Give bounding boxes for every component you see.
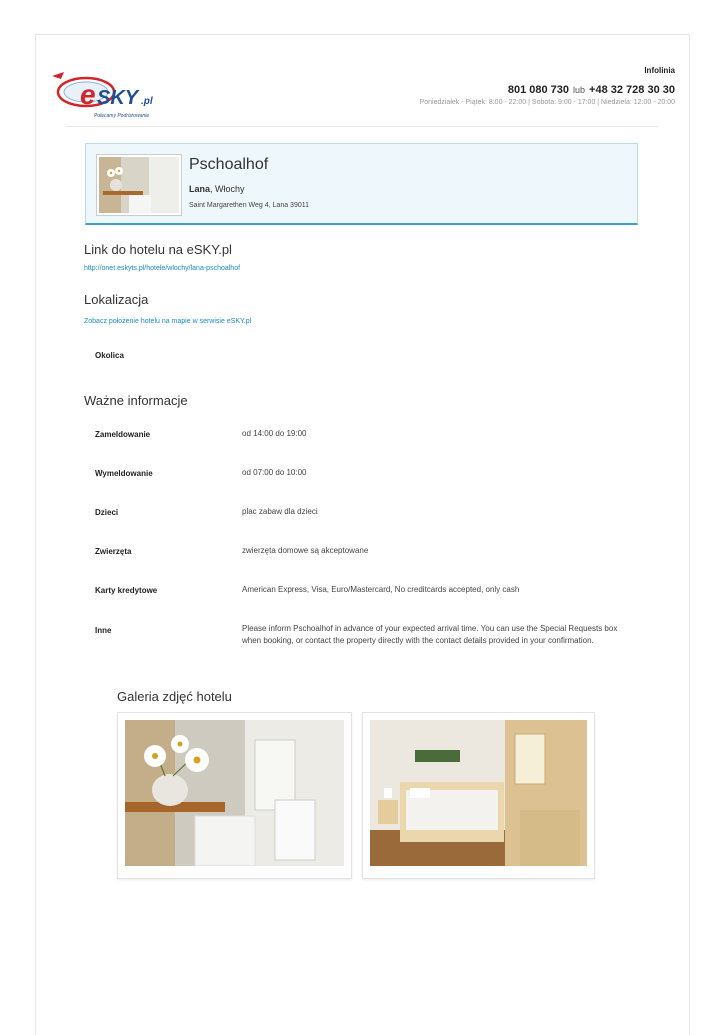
info-label-children: Dzieci [95,508,119,517]
info-label-other: Inne [95,626,112,635]
hotel-summary-box [85,143,638,225]
esky-logo[interactable] [44,36,164,126]
svg-text:Polecamy Podróżowanie: Polecamy Podróżowanie [94,113,150,119]
info-value-checkin: od 14:00 do 19:00 [242,429,307,438]
phone-secondary[interactable]: +48 32 728 30 30 [589,84,675,96]
info-value-cards: American Express, Visa, Euro/Mastercard, No creditcards accepted, only cash [242,585,520,594]
map-link[interactable]: Zobacz położenie hotelu na mapie w serwisie eSKY.pl [84,318,252,325]
link-section-title: Link do hotelu na eSKY.pl [84,242,232,257]
info-value-checkout: od 07:00 do 10:00 [242,468,307,477]
hotel-city: Lana [189,184,211,194]
opening-hours: Poniedziałek - Piątek: 8:00 - 22:00 | Sobota: 9:00 - 17:00 | Niedziela: 12:00 - 20:00 [419,99,675,106]
location-section-title: Lokalizacja [84,292,149,307]
gallery-photo-bedroom[interactable] [362,712,595,879]
svg-text:SKY: SKY [97,87,139,109]
hotel-address: Saint Margarethen Weg 4, Lana 39011 [189,202,309,209]
phone-primary[interactable]: 801 080 730 [507,84,570,96]
gallery-photo-bathroom[interactable] [117,712,352,879]
hotel-country: , Włochy [210,184,245,194]
svg-text:e: e [80,79,96,110]
phone-separator: lub [573,85,586,95]
svg-text:.pl: .pl [141,96,153,107]
info-label-checkout: Wymeldowanie [95,469,153,478]
gallery-section-title: Galeria zdjęć hotelu [117,689,232,704]
hotel-location [189,184,245,194]
info-label-pets: Zwierzęta [95,547,132,556]
hotel-thumbnail[interactable] [96,154,182,216]
phone-numbers [508,84,675,96]
okolica-label: Okolica [95,351,124,360]
info-section-title: Ważne informacje [84,393,188,408]
info-label-checkin: Zameldowanie [95,430,151,439]
infolinia-label: Infolinia [644,66,675,75]
hotel-url-link[interactable]: http://onet.eskyts.pl/hotele/wlochy/lana-pschoalhof [84,265,241,272]
info-value-pets: zwierzęta domowe są akceptowane [242,546,369,555]
header-divider [66,126,658,127]
info-value-children: plac zabaw dla dzieci [242,507,318,516]
hotel-name: Pschoalhof [189,156,269,173]
info-label-cards: Karty kredytowe [95,586,158,595]
info-value-other: Please inform Pschoalhof in advance of your expected arrival time. You can use the Special Requests box when booking, or contact the property directly with the contact details provided in your confirmation. [242,624,618,645]
